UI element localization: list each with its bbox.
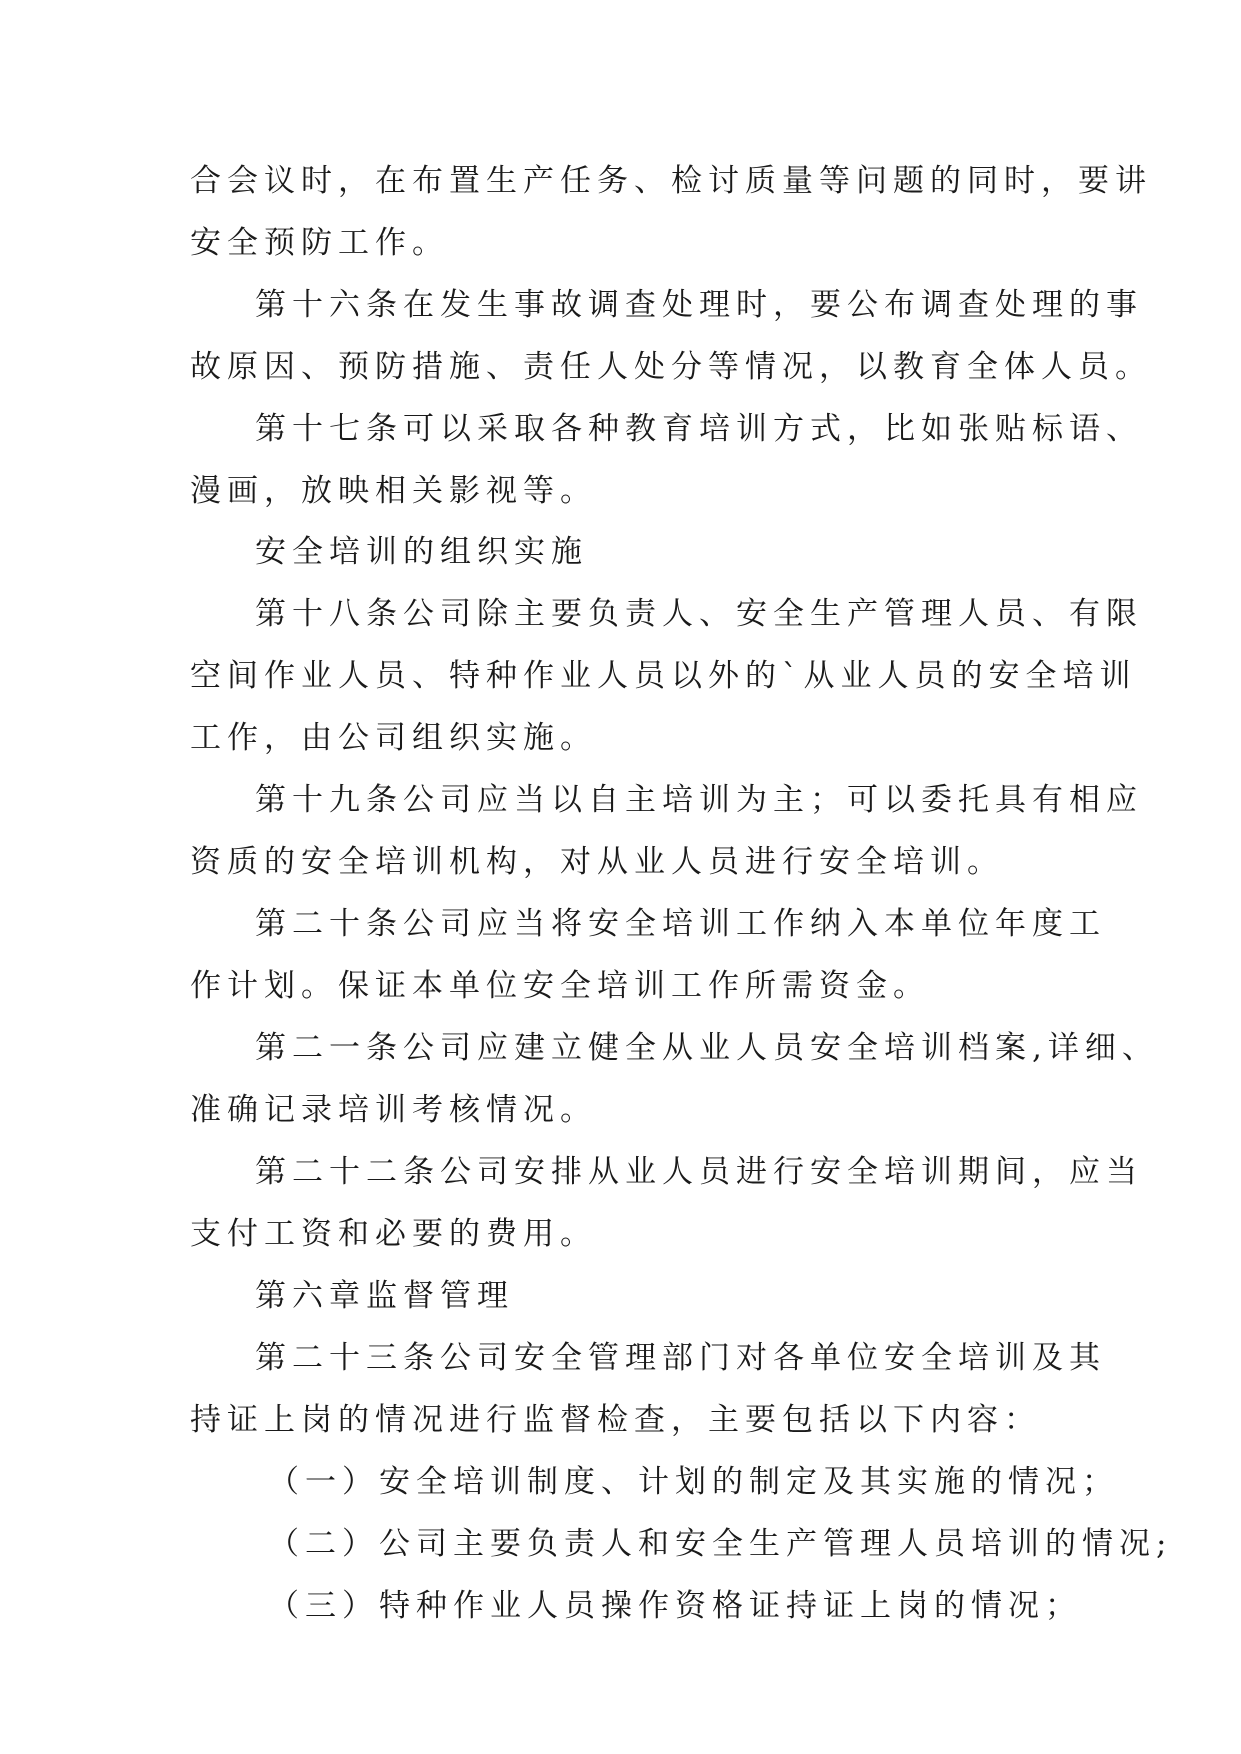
text-line-5: 第十七条可以采取各种教育培训方式，比如张贴标语、 xyxy=(255,411,1143,447)
text-line-12: 资质的安全培训机构，对从业人员进行安全培训。 xyxy=(190,844,1004,880)
text-line-3: 第十六条在发生事故调查处理时，要公布调查处理的事 xyxy=(255,287,1143,323)
text-line-17: 第二十二条公司安排从业人员进行安全培训期间，应当 xyxy=(255,1154,1143,1190)
text-line-13: 第二十条公司应当将安全培训工作纳入本单位年度工 xyxy=(255,906,1106,942)
text-line-11: 第十九条公司应当以自主培训为主；可以委托具有相应 xyxy=(255,782,1143,818)
text-line-20: 第二十三条公司安全管理部门对各单位安全培训及其 xyxy=(255,1340,1106,1376)
text-line-6: 漫画，放映相关影视等。 xyxy=(190,473,597,509)
text-line-21: 持证上岗的情况进行监督检查，主要包括以下内容： xyxy=(190,1402,1041,1438)
section-heading-training: 安全培训的组织实施 xyxy=(255,534,588,570)
text-line-4: 故原因、预防措施、责任人处分等情况，以教育全体人员。 xyxy=(190,349,1152,385)
text-line-1: 合会议时，在布置生产任务、检讨质量等问题的同时，要讲 xyxy=(190,163,1152,199)
list-item-1: （一）安全培训制度、计划的制定及其实施的情况； xyxy=(268,1464,1119,1500)
text-line-2: 安全预防工作。 xyxy=(190,225,449,261)
text-line-15: 第二一条公司应建立健全从业人员安全培训档案,详细、 xyxy=(255,1030,1159,1066)
text-line-14: 作计划。保证本单位安全培训工作所需资金。 xyxy=(190,968,930,1004)
text-line-8: 第十八条公司除主要负责人、安全生产管理人员、有限 xyxy=(255,596,1143,632)
text-line-10: 工作，由公司组织实施。 xyxy=(190,720,597,756)
chapter-heading-supervision: 第六章监督管理 xyxy=(255,1278,514,1314)
text-line-18: 支付工资和必要的费用。 xyxy=(190,1216,597,1252)
text-line-9: 空间作业人员、特种作业人员以外的`从业人员的安全培训 xyxy=(190,658,1137,694)
list-item-2: （二）公司主要负责人和安全生产管理人员培训的情况; xyxy=(268,1526,1173,1562)
list-item-3: （三）特种作业人员操作资格证持证上岗的情况； xyxy=(268,1588,1082,1624)
text-line-16: 准确记录培训考核情况。 xyxy=(190,1092,597,1128)
